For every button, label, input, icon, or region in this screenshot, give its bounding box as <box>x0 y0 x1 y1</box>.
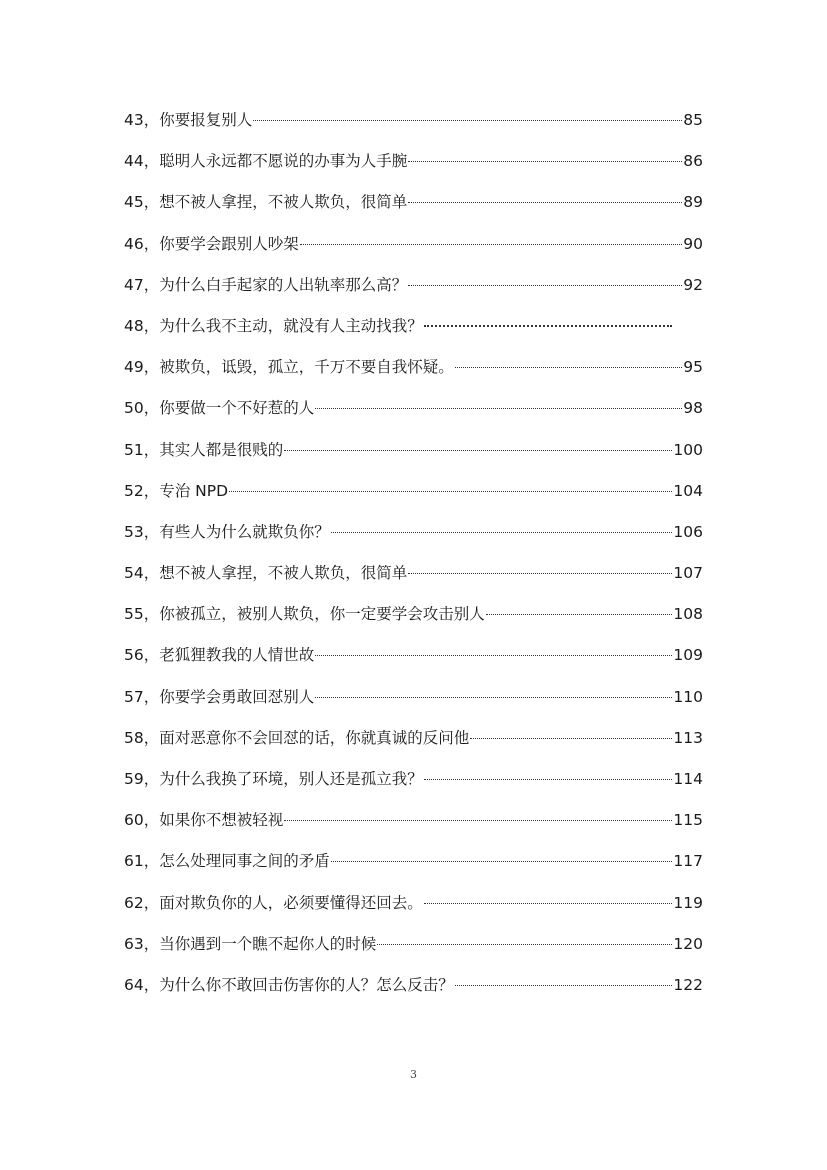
toc-entry[interactable] <box>124 310 703 351</box>
toc-entry-title: 52，专治 NPD <box>124 481 229 500</box>
toc-entry-title: 47，为什么白手起家的人出轨率那么高？ <box>124 275 408 294</box>
toc-entry-title: 49，被欺负，诋毁，孤立，千万不要自我怀疑。 <box>124 358 454 377</box>
toc-entry-title: 59，为什么我换了环境，别人还是孤立我？ <box>124 770 423 788</box>
toc-entry-page: 109 <box>673 646 703 665</box>
toc-entry[interactable] <box>124 887 703 928</box>
toc-entry[interactable] <box>124 104 703 145</box>
toc-entry-page: 90 <box>683 234 703 253</box>
dot-leader <box>408 161 682 162</box>
toc-entry-title: 44，聪明人永远都不愿说的办事为人手腕 <box>124 152 408 171</box>
toc-entry-title: 53，有些人为什么就欺负你？ <box>124 522 330 541</box>
toc-entry-title: 57，你要学会勇敢回怼别人 <box>124 687 315 706</box>
toc-entry-page: 86 <box>683 152 703 171</box>
toc-entry[interactable] <box>124 969 703 1010</box>
toc-entry-title: 54，想不被人拿捏，不被人欺负，很简单 <box>124 564 408 583</box>
dot-leader <box>424 325 672 327</box>
dot-leader <box>424 779 673 780</box>
dot-leader <box>284 820 672 821</box>
toc-entry-page: 107 <box>673 564 703 583</box>
toc-entry-title: 55，你被孤立，被别人欺负，你一定要学会攻击别人 <box>124 605 485 624</box>
toc-entry-page: 117 <box>673 852 703 871</box>
toc-entry-page: 113 <box>673 728 703 747</box>
dot-leader <box>455 367 683 368</box>
dot-leader <box>315 697 672 698</box>
dot-leader <box>284 450 672 451</box>
toc-entry-title: 45，想不被人拿捏，不被人欺负，很简单 <box>124 193 408 212</box>
toc-entry-page: 95 <box>683 358 703 377</box>
toc-entry[interactable] <box>124 928 703 969</box>
toc-entry-page: 89 <box>683 193 703 212</box>
toc-entry-title: 61，怎么处理同事之间的矛盾 <box>124 852 330 871</box>
toc-entry-title: 60，如果你不想被轻视 <box>124 811 284 830</box>
toc-entry[interactable] <box>124 475 703 516</box>
toc-entry-title: 58，面对恶意你不会回怼的话，你就真诚的反问他 <box>124 728 470 747</box>
toc-entry-title: 63，当你遇到一个瞧不起你人的时候 <box>124 934 377 953</box>
dot-leader <box>455 985 673 986</box>
dot-leader <box>315 408 682 409</box>
toc-entry[interactable] <box>124 269 703 310</box>
toc-entry-page: 98 <box>683 399 703 418</box>
dot-leader <box>331 861 673 862</box>
dot-leader <box>424 903 673 904</box>
toc-entry[interactable] <box>124 639 703 680</box>
toc-entry[interactable] <box>124 804 703 845</box>
toc-entry[interactable] <box>124 351 703 392</box>
dot-leader <box>331 532 673 533</box>
toc-entry[interactable] <box>124 598 703 639</box>
toc-entry[interactable] <box>124 681 703 722</box>
toc-entry-page: 114 <box>673 770 703 788</box>
dot-leader <box>253 120 682 121</box>
dot-leader <box>408 573 672 574</box>
toc-entry-page: 85 <box>683 111 703 129</box>
toc-entry[interactable] <box>124 228 703 269</box>
toc-entry-page: 106 <box>673 522 703 541</box>
toc-entry-page: 92 <box>683 275 703 294</box>
toc-entry[interactable] <box>124 722 703 763</box>
toc-entry-page: 115 <box>673 811 703 830</box>
toc-entry[interactable] <box>124 392 703 433</box>
toc-entry-title: 56，老狐狸教我的人情世故 <box>124 646 315 665</box>
toc-entry-page: 122 <box>673 975 703 994</box>
toc-entry-page: 110 <box>673 687 703 706</box>
toc-entry[interactable] <box>124 186 703 227</box>
toc-entry[interactable] <box>124 557 703 598</box>
dot-leader <box>408 202 682 203</box>
toc-entry-title: 51，其实人都是很贱的 <box>124 440 284 459</box>
toc-entry-title: 50，你要做一个不好惹的人 <box>124 399 315 418</box>
toc-entry-page: 104 <box>673 481 703 500</box>
page-number: 3 <box>410 1068 417 1081</box>
dot-leader <box>470 738 672 739</box>
dot-leader <box>377 944 672 945</box>
dot-leader <box>486 614 673 615</box>
toc-entry-title: 43，你要报复别人 <box>124 111 253 129</box>
dot-leader <box>408 285 682 286</box>
toc-entry-page: 108 <box>673 605 703 624</box>
toc-entry[interactable] <box>124 763 703 804</box>
toc-entry-page: 100 <box>673 440 703 459</box>
toc-entry-title: 64，为什么你不敢回击伤害你的人？怎么反击？ <box>124 975 454 994</box>
table-of-contents <box>124 104 703 1010</box>
toc-entry-title: 46，你要学会跟别人吵架 <box>124 234 299 253</box>
toc-entry-page: 119 <box>673 893 703 912</box>
toc-entry-title: 48，为什么我不主动，就没有人主动找我？ <box>124 316 423 335</box>
toc-entry-page: 120 <box>673 934 703 953</box>
toc-entry-title: 62，面对欺负你的人，必须要懂得还回去。 <box>124 893 423 912</box>
toc-entry[interactable] <box>124 145 703 186</box>
toc-entry[interactable] <box>124 516 703 557</box>
dot-leader <box>300 244 683 245</box>
toc-entry[interactable] <box>124 845 703 886</box>
dot-leader <box>229 491 672 492</box>
toc-entry[interactable] <box>124 434 703 475</box>
dot-leader <box>315 655 672 656</box>
